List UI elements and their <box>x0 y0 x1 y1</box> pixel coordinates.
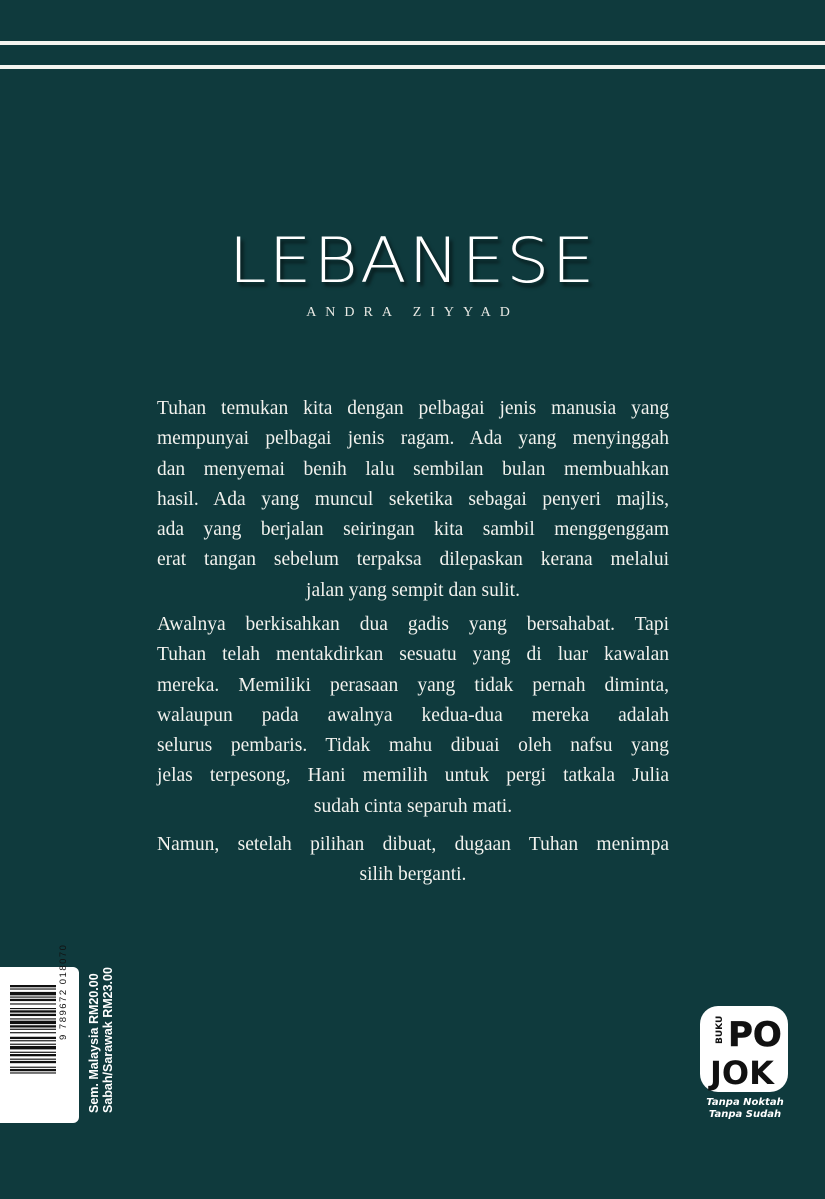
publisher-logo <box>698 1004 790 1096</box>
barcode-bar <box>10 997 56 998</box>
barcode-bar <box>10 1044 56 1045</box>
author-name: ANDRA ZIYYAD <box>306 305 519 320</box>
barcode-bar <box>10 999 56 1001</box>
barcode-bar <box>10 1018 56 1019</box>
barcode-bar <box>10 988 56 989</box>
logo-top-text: PO <box>728 1015 782 1055</box>
blurb-line: dan menyemai benih lalu sembilan bulan membuahkan <box>157 458 669 480</box>
barcode-bar <box>10 1072 56 1073</box>
blurb-line: jalan yang sempit dan sulit. <box>306 579 520 601</box>
barcode-bar <box>10 1054 56 1056</box>
isbn-number: 9 789672 018070 <box>58 943 69 1040</box>
barcode-bar <box>10 1037 56 1039</box>
blurb-line: mereka. Memiliki perasaan yang tidak pernah diminta, <box>157 674 669 696</box>
price-peninsular: Sem. Malaysia RM20.00 <box>87 973 101 1113</box>
blurb-line: walaupun pada awalnya kedua-dua mereka adalah <box>157 704 669 726</box>
barcode-bar <box>10 1059 56 1060</box>
blurb-line: hasil. Ada yang muncul seketika sebagai penyeri majlis, <box>157 488 669 510</box>
barcode-bar <box>10 1067 56 1068</box>
barcode-bar <box>10 1069 56 1071</box>
logo-bottom-text: JOK <box>710 1054 774 1092</box>
blurb-paragraph-2 <box>157 610 669 822</box>
book-title: LEBANESE <box>228 225 597 298</box>
price-east-malaysia: Sabah/Sarawak RM23.00 <box>101 967 115 1113</box>
blurb-line: silih berganti. <box>359 864 467 886</box>
barcode-icon <box>10 985 56 1105</box>
barcode-bar <box>10 985 56 987</box>
blurb-paragraph-3 <box>157 830 669 891</box>
barcode-bar <box>10 1052 56 1053</box>
logo-small-text: BUKU <box>715 1015 725 1044</box>
blurb-line: erat tangan sebelum terpaksa dilepaskan kerana melalui <box>157 549 669 571</box>
barcode-bar <box>10 992 56 995</box>
barcode-bar <box>10 1010 56 1012</box>
barcode-bar <box>10 1032 56 1033</box>
barcode-bar <box>10 1021 56 1024</box>
publisher-tagline-2: Tanpa Sudah <box>708 1109 782 1120</box>
barcode-bar <box>10 1003 56 1004</box>
publisher-tagline-1: Tanpa Noktah <box>706 1097 784 1108</box>
blurb-line: sudah cinta separuh mati. <box>313 795 513 817</box>
blurb-line: selurus pembaris. Tidak mahu dibuai oleh nafsu yang <box>157 735 669 757</box>
barcode-bar <box>10 1008 56 1009</box>
barcode-bar <box>10 1061 56 1063</box>
barcode-bar <box>10 1040 56 1041</box>
barcode-bar <box>10 1025 56 1027</box>
blurb-line: ada yang berjalan seiringan kita sambil menggenggam <box>157 519 669 541</box>
top-rule-2 <box>0 65 825 69</box>
barcode-bar <box>10 1046 56 1049</box>
blurb-paragraph-1 <box>157 394 669 606</box>
barcode-bar <box>10 1014 56 1016</box>
barcode-bar <box>10 1029 56 1030</box>
blurb-line: mempunyai pelbagai jenis ragam. Ada yang menyinggah <box>157 428 669 450</box>
top-rule-1 <box>0 41 825 45</box>
blurb-line: Namun, setelah pilihan dibuat, dugaan Tuhan menimpa <box>157 834 669 855</box>
blurb-line: Awalnya berkisahkan dua gadis yang bersahabat. Tapi <box>157 614 669 635</box>
blurb-line: Tuhan temukan kita dengan pelbagai jenis manusia yang <box>157 398 669 419</box>
blurb-line: Tuhan telah mentakdirkan sesuatu yang di luar kawalan <box>157 644 669 666</box>
blurb-line: jelas terpesong, Hani memilih untuk pergi tatkala Julia <box>157 765 669 787</box>
